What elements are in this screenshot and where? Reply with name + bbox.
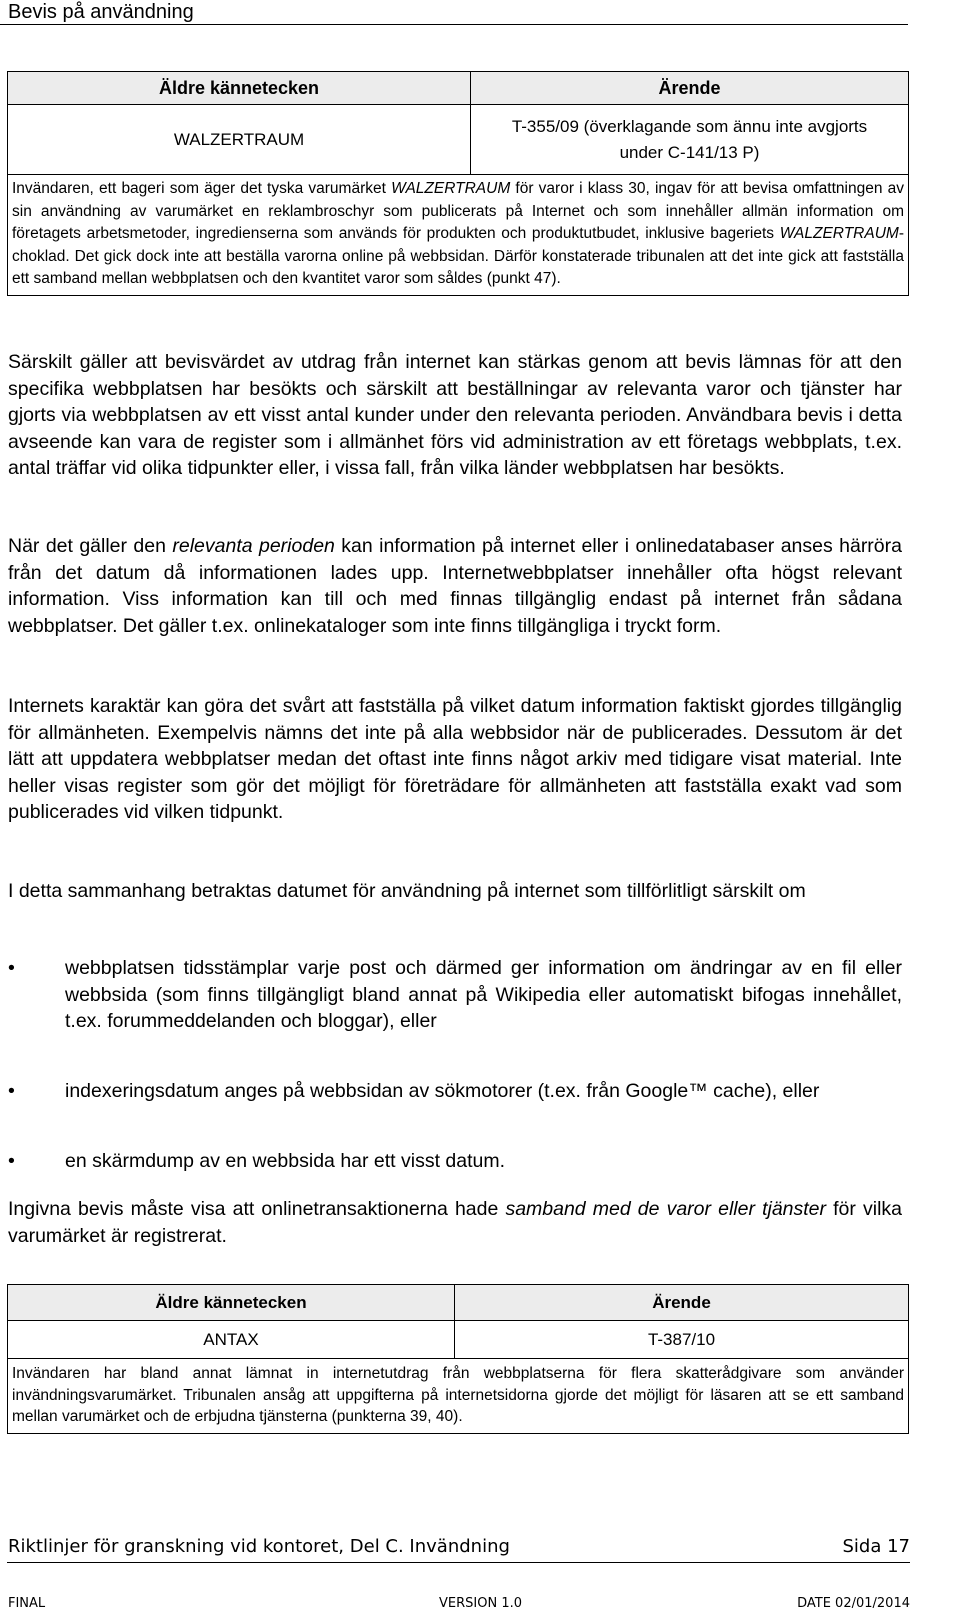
earlier-mark-cell: ANTAX [8, 1321, 455, 1359]
paragraph-relevant-period-text-a: När det gäller den [8, 535, 173, 557]
case-table-walzertraum [7, 71, 909, 296]
column-header-case: Ärende [455, 1285, 909, 1321]
case-reference-cell: T-387/10 [455, 1321, 909, 1359]
footer-divider [7, 1562, 910, 1563]
column-header-earlier-mark: Äldre kännetecken [8, 1285, 455, 1321]
paragraph-online-transactions-text-b: för vilka varumärket är registrerat. [8, 1198, 903, 1247]
bullet-item-screenshot [8, 1148, 902, 1175]
case-description-text-c: -choklad. Det gick dock inte att beställa varorna online på webbsidan. Därför konstaterade tribunalen att det inte gick att fastställa ett samband mellan webbplatsen och den kvantitet varor som såldes (punkt 47). [12, 225, 904, 287]
case-description-mark: WALZERTRAUM [391, 180, 511, 197]
footer-version: VERSION 1.0 [439, 1596, 522, 1611]
paragraph-reliable-date: I detta sammanhang betraktas datumet för användning på internet som tillförlitligt särskilt om [8, 880, 806, 902]
case-description-text-a: Invändaren, ett bageri som äger det tyska varumärket [12, 180, 392, 197]
bullet-text: en skärmdump av en webbsida har ett visst datum. [65, 1150, 506, 1172]
footer [8, 1536, 910, 1558]
case-reference-line-1: T-355/09 (överklagande som ännu inte avgjorts [511, 116, 868, 136]
column-header-earlier-mark: Äldre kännetecken [8, 72, 471, 105]
bullet-marker: • [8, 1150, 15, 1172]
paragraph-evidence-value: Särskilt gäller att bevisvärdet av utdrag från internet kan stärkas genom att bevis lämnas för att den specifika webbplatsen har besökts och särskilt att beställningar av relevanta varor och tjänster har gjorts via webbplatsen av ett visst antal kunder under den relevanta perioden. Användbara bevis i detta avseende kan vara de register som i allmänhet förs vid administration av ett företags webbplats, t.ex. antal träffar vid olika tidpunkter eller, i vissa fall, från vilka länder webbplatsen har besökts. [8, 351, 902, 479]
paragraph-relevant-period [8, 533, 902, 639]
column-header-case: Ärende [471, 72, 909, 105]
paragraph-online-transactions-emphasis: samband med de varor eller tjänster [505, 1198, 827, 1220]
case-description: Invändaren har bland annat lämnat in internetutdrag från webbplatserna för flera skatterådgivare som använder invändningsvarumärket. Tribunalen ansåg att uppgifterna på internetsidorna gjorde det möjligt för läsaren att se ett samband mellan varumärket och de erbjudna tjänsterna (punkterna 39, 40). [8, 1359, 909, 1434]
paragraph-online-transactions [8, 1196, 902, 1249]
bullet-marker: • [8, 1080, 15, 1102]
running-header-title: Bevis på användning [8, 1, 194, 23]
case-description-text-b: för varor i klass 30, ingav för att bevisa omfattningen av sin användning av varumärket en reklambroschyr som publicerats på Internet och som innehåller allmän information om företagets arbetsmetoder, ingredienserna som används för produkten och produktutbudet, inklusive bageriets [12, 180, 904, 242]
case-table-antax [7, 1284, 909, 1434]
case-description [8, 175, 909, 296]
paragraph-online-transactions-text-a: Ingivna bevis måste visa att onlinetransaktionerna hade [8, 1198, 506, 1220]
paragraph-relevant-period-emphasis: relevanta perioden [172, 535, 335, 557]
footer-date: DATE 02/01/2014 [797, 1596, 910, 1611]
paragraph-relevant-period-text-b: kan information på internet eller i onlinedatabaser anses härröra från det datum då informationen lades upp. Internetwebbplatser innehåller ofta högst relevant information. Viss information kan till och med finnas tillgänglig endast på internet från sådana webbplatser. Det gäller t.ex. onlinekataloger som inte finns tillgängliga i tryckt form. [8, 535, 902, 637]
footer-document-title: Riktlinjer för granskning vid kontoret, Del C. Invändning [8, 1536, 510, 1557]
footer-page-number: Sida 17 [842, 1536, 910, 1557]
footer-meta [8, 1596, 910, 1612]
bullet-marker: • [8, 957, 15, 979]
header-divider [0, 24, 908, 25]
paragraph-internet-nature: Internets karaktär kan göra det svårt att fastställa på vilket datum information faktiskt gjordes tillgänglig för allmänheten. Exempelvis nämns det inte på alla webbsidor när de publicerades. Dessutom är det lätt att uppdatera webbplatser medan det oftast inte finns något arkiv med tidigare visat material. Inte heller visas register som gör det möjligt för företrädare för allmänheten att fastställa exakt vad som publicerades vid vilken tidpunkt. [8, 695, 902, 823]
bullet-text: indexeringsdatum anges på webbsidan av sökmotorer (t.ex. från Google™ cache), eller [65, 1080, 820, 1102]
case-reference-cell [471, 105, 909, 175]
bullet-item-timestamp [8, 955, 902, 1035]
earlier-mark-cell: WALZERTRAUM [8, 105, 471, 175]
case-description-mark-2: WALZERTRAUM [779, 225, 899, 242]
footer-status: FINAL [8, 1596, 46, 1611]
bullet-text: webbplatsen tidsstämplar varje post och därmed ger information om ändringar av en fil eller webbsida (som finns tillgängligt bland annat på Wikipedia eller automatiskt bifogas innehållet, t.ex. forummeddelanden och bloggar), eller [65, 957, 902, 1032]
bullet-item-indexing-date [8, 1078, 902, 1105]
case-reference-line-2: under C-141/13 P) [619, 142, 760, 162]
